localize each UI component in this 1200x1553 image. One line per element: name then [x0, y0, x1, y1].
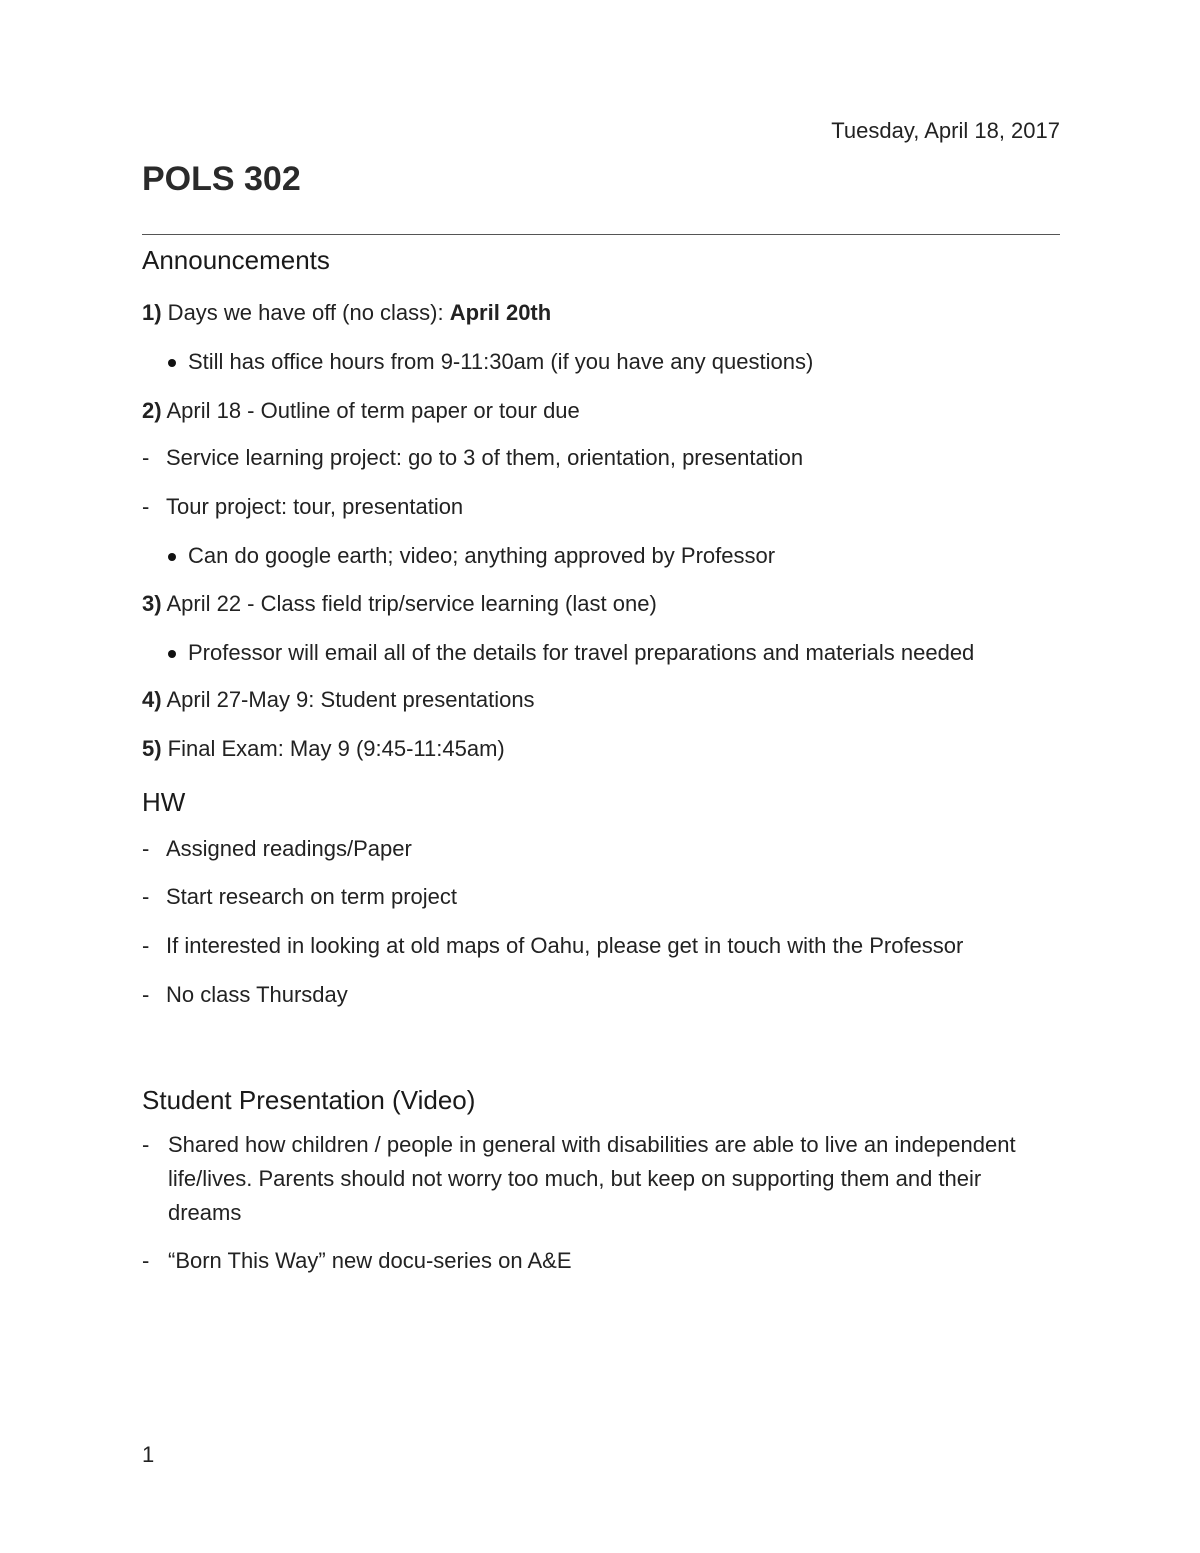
item-text: April 27-May 9: Student presentations — [161, 687, 535, 712]
bullet-dot-icon — [168, 650, 176, 658]
announcements-section — [142, 242, 1060, 766]
hw-item-text: No class Thursday — [166, 982, 348, 1007]
hw-item — [142, 832, 1060, 866]
hw-section — [142, 784, 1060, 1012]
announcement-item-4 — [142, 683, 1060, 717]
hw-item — [142, 880, 1060, 914]
announcement-item-1 — [142, 296, 1060, 330]
dash-text: Service learning project: go to 3 of them, orientation, presentation — [166, 445, 804, 470]
item-text: April 18 - Outline of term paper or tour due — [161, 398, 580, 423]
item-number: 2) — [142, 398, 162, 423]
item-number: 4) — [142, 687, 162, 712]
dash-marker: - — [142, 982, 150, 1007]
announcement-item-5 — [142, 732, 1060, 766]
hw-item-text: Assigned readings/Paper — [166, 836, 412, 861]
hw-item-text: Start research on term project — [166, 884, 458, 909]
bullet-text: Can do google earth; video; anything approved by Professor — [188, 543, 776, 568]
item-text: April 22 - Class field trip/service learning (last one) — [161, 591, 657, 616]
bullet-item — [142, 636, 1060, 670]
bullet-text: Still has office hours from 9-11:30am (if you have any questions) — [188, 349, 814, 374]
dash-item — [142, 441, 1060, 475]
title-divider — [142, 234, 1060, 235]
announcement-item-3 — [142, 587, 1060, 621]
dash-marker: - — [142, 1132, 150, 1157]
announcement-item-2 — [142, 394, 1060, 428]
dash-item — [142, 490, 1060, 524]
hw-item — [142, 978, 1060, 1012]
bullet-text: Professor will email all of the details for travel preparations and materials needed — [188, 640, 975, 665]
page-number: 1 — [142, 1442, 155, 1467]
item-text: Final Exam: May 9 (9:45-11:45am) — [161, 736, 505, 761]
presentation-item-text: “Born This Way” new docu-series on A&E — [168, 1248, 572, 1273]
document-body — [142, 240, 1060, 1278]
document-date: Tuesday, April 18, 2017 — [831, 118, 1060, 143]
dash-marker: - — [142, 836, 150, 861]
item-number: 5) — [142, 736, 162, 761]
hw-item-text: If interested in looking at old maps of Oahu, please get in touch with the Professor — [166, 933, 964, 958]
dash-marker: - — [142, 933, 150, 958]
presentation-item — [142, 1244, 1060, 1278]
dash-marker: - — [142, 1248, 150, 1273]
hw-heading: HW — [142, 787, 186, 817]
announcements-heading: Announcements — [142, 245, 330, 275]
document-title: POLS 302 — [142, 160, 301, 198]
dash-marker: - — [142, 445, 150, 470]
item-number: 3) — [142, 591, 162, 616]
item-text: Days we have off (no class): — [161, 300, 450, 325]
presentation-item — [142, 1128, 1060, 1230]
item-number: 1) — [142, 300, 162, 325]
dash-marker: - — [142, 494, 150, 519]
bullet-dot-icon — [168, 359, 176, 367]
hw-item — [142, 929, 1060, 963]
item-bold-text: April 20th — [449, 300, 552, 325]
bullet-item — [142, 539, 1060, 573]
presentation-item-text: Shared how children / people in general with disabilities are able to live an independent life/lives. Parents should not worry too much, but keep on supporting them and their dreams — [168, 1132, 1016, 1225]
dash-text: Tour project: tour, presentation — [166, 494, 464, 519]
bullet-item — [142, 345, 1060, 379]
presentation-section — [142, 1082, 1060, 1278]
bullet-dot-icon — [168, 553, 176, 561]
presentation-heading: Student Presentation (Video) — [142, 1085, 476, 1115]
dash-marker: - — [142, 884, 150, 909]
